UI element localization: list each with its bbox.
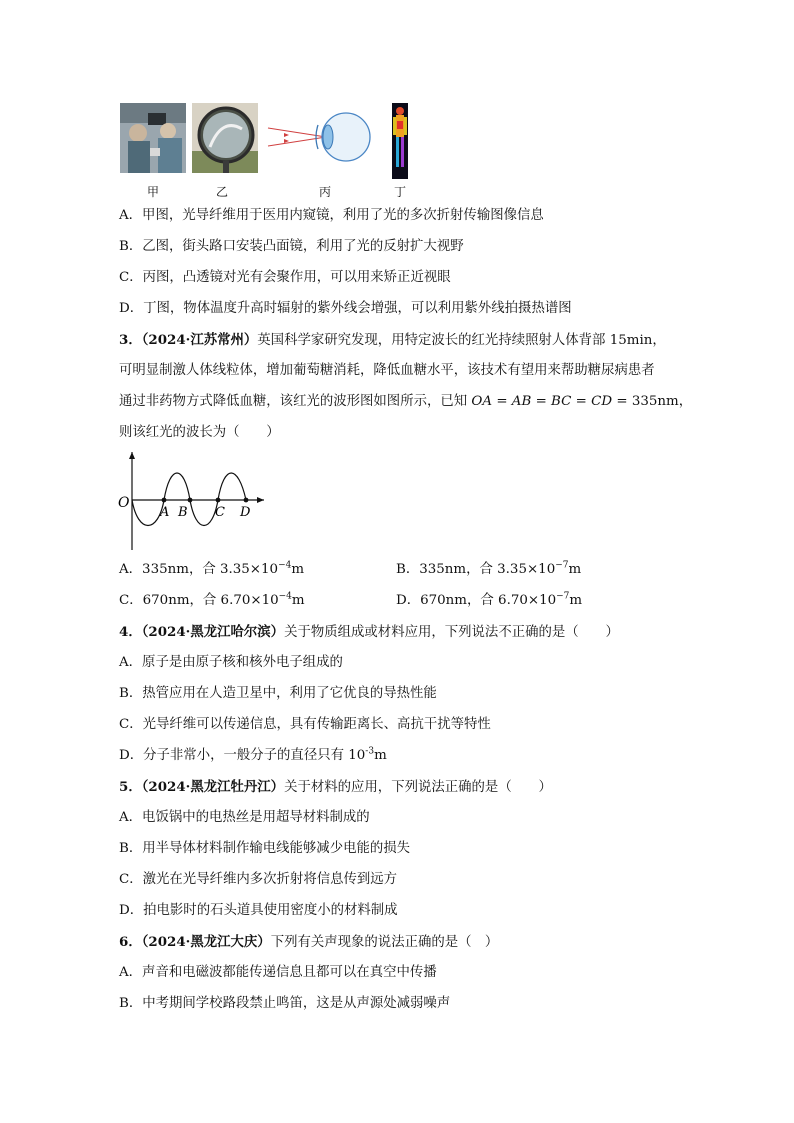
- figure-caption-bing: 丙: [318, 185, 331, 199]
- point-b-dot: [188, 498, 193, 503]
- q4-option-a: A．原子是由原子核和核外电子组成的: [119, 655, 343, 670]
- q3-stem-line3: [119, 393, 692, 411]
- q4-stem-text: 关于物质组成或材料应用，下列说法不正确的是（ ）: [284, 625, 619, 640]
- q3-option-a-text: A．335nm，合 3.35×10: [119, 562, 279, 577]
- q3-stem-line1: [119, 331, 666, 350]
- convex-mirror-photo: [192, 103, 258, 173]
- q5-option-b: B．用半导体材料制作输电线能够减少电能的损失: [119, 841, 411, 856]
- q3-option-d-exp: −7: [556, 591, 570, 602]
- y-axis-arrow: [129, 452, 135, 459]
- point-c-dot: [216, 498, 221, 503]
- q3-text-1: 英国科学家研究发现，用特定波长的红光持续照射人体背部 15min，: [257, 333, 666, 348]
- point-c-label: C: [215, 505, 225, 520]
- q4-option-d-unit: m: [374, 748, 387, 763]
- q6-option-a: A．声音和电磁波都能传递信息且都可以在真空中传播: [119, 965, 437, 980]
- eye-lens-diagram: [266, 103, 374, 173]
- q3-option-b-exp: −7: [555, 560, 569, 571]
- q3-option-a-exp: −4: [278, 560, 292, 571]
- q3-option-d-unit: m: [569, 593, 583, 608]
- q3-option-c-text: C．670nm，合 6.70×10: [119, 593, 279, 608]
- point-d-dot: [244, 498, 249, 503]
- q4-option-d-text: D．分子非常小，一般分子的直径只有 10: [119, 748, 366, 763]
- q6-source: （2024·黑龙江大庆）: [141, 934, 271, 950]
- figure-caption-yi: 乙: [215, 185, 228, 199]
- q4-option-c: C．光导纤维可以传递信息，具有传输距离长、高抗干扰等特性: [119, 717, 491, 732]
- q3-option-b-unit: m: [568, 562, 582, 577]
- q2-option-a: A．甲图，光导纤维用于医用内窥镜，利用了光的多次折射传输图像信息: [119, 208, 544, 223]
- q3-source: （2024·江苏常州）: [141, 332, 258, 348]
- q5-source: （2024·黑龙江牡丹江）: [141, 779, 285, 795]
- q3-option-d-text: D．670nm，合 6.70×10: [396, 593, 557, 608]
- q3-option-b: [396, 561, 581, 579]
- figure-caption-ding: 丁: [393, 185, 406, 199]
- q4-option-b: B．热管应用在人造卫星中，利用了它优良的导热性能: [119, 686, 437, 701]
- q3-option-c: [119, 592, 305, 610]
- q4-option-d-exp: -3: [365, 746, 375, 757]
- figure-caption-jia: 甲: [146, 185, 159, 199]
- figure-row: [120, 103, 440, 199]
- point-a-label: A: [160, 505, 170, 520]
- q3-number: 3．: [119, 332, 142, 348]
- q2-option-d: D．丁图，物体温度升高时辐射的紫外线会增强，可以利用紫外线拍摄热谱图: [119, 301, 572, 316]
- q5-stem-text: 关于材料的应用，下列说法正确的是（ ）: [284, 780, 552, 795]
- q4-source: （2024·黑龙江哈尔滨）: [141, 624, 285, 640]
- q5-option-c: C．激光在光导纤维内多次折射将信息传到远方: [119, 872, 398, 887]
- point-a-dot: [162, 498, 167, 503]
- origin-label: O: [118, 495, 130, 511]
- x-axis-arrow: [257, 497, 264, 503]
- q4-stem: [119, 623, 619, 642]
- q6-stem: [119, 933, 498, 952]
- q2-option-b: B．乙图，街头路口安装凸面镜，利用了光的反射扩大视野: [119, 239, 464, 254]
- q5-option-a: A．电饭锅中的电热丝是用超导材料制成的: [119, 810, 370, 825]
- q6-option-b: B．中考期间学校路段禁止鸣笛，这是从声源处减弱噪声: [119, 996, 451, 1011]
- thermogram-photo: [392, 103, 408, 179]
- q4-option-d: [119, 747, 387, 765]
- q3-option-d: [396, 592, 582, 610]
- q2-option-c: C．丙图，凸透镜对光有会聚作用，可以用来矫正近视眼: [119, 270, 451, 285]
- q3-text-3-pre: 通过非药物方式降低血糖，该红光的波形图如图所示，已知: [119, 394, 472, 409]
- q5-stem: [119, 778, 552, 797]
- q3-option-a-unit: m: [291, 562, 305, 577]
- point-b-label: B: [178, 505, 188, 520]
- q6-stem-text: 下列有关声现象的说法正确的是（ ）: [270, 935, 499, 950]
- q3-option-c-exp: −4: [278, 591, 292, 602]
- point-d-label: D: [240, 505, 251, 520]
- q5-number: 5．: [119, 779, 142, 795]
- q3-stem-line4: 则该红光的波长为（ ）: [119, 425, 280, 440]
- endoscope-photo: [120, 103, 186, 173]
- q3-option-a: [119, 561, 304, 579]
- q4-number: 4．: [119, 624, 142, 640]
- q5-option-d: D．拍电影时的石头道具使用密度小的材料制成: [119, 903, 398, 918]
- q6-number: 6．: [119, 934, 142, 950]
- q3-option-b-text: B．335nm，合 3.35×10: [396, 562, 556, 577]
- q3-stem-line2: 可明显制激人体线粒体，增加葡萄糖消耗，降低血糖水平，该技术有望用来帮助糖尿病患者: [119, 363, 655, 378]
- q3-option-c-unit: m: [291, 593, 305, 608]
- red-light-waveform: [118, 450, 268, 552]
- q3-equation: OA = AB = BC = CD: [471, 394, 613, 409]
- q3-text-3-post: = 335nm，: [612, 394, 693, 409]
